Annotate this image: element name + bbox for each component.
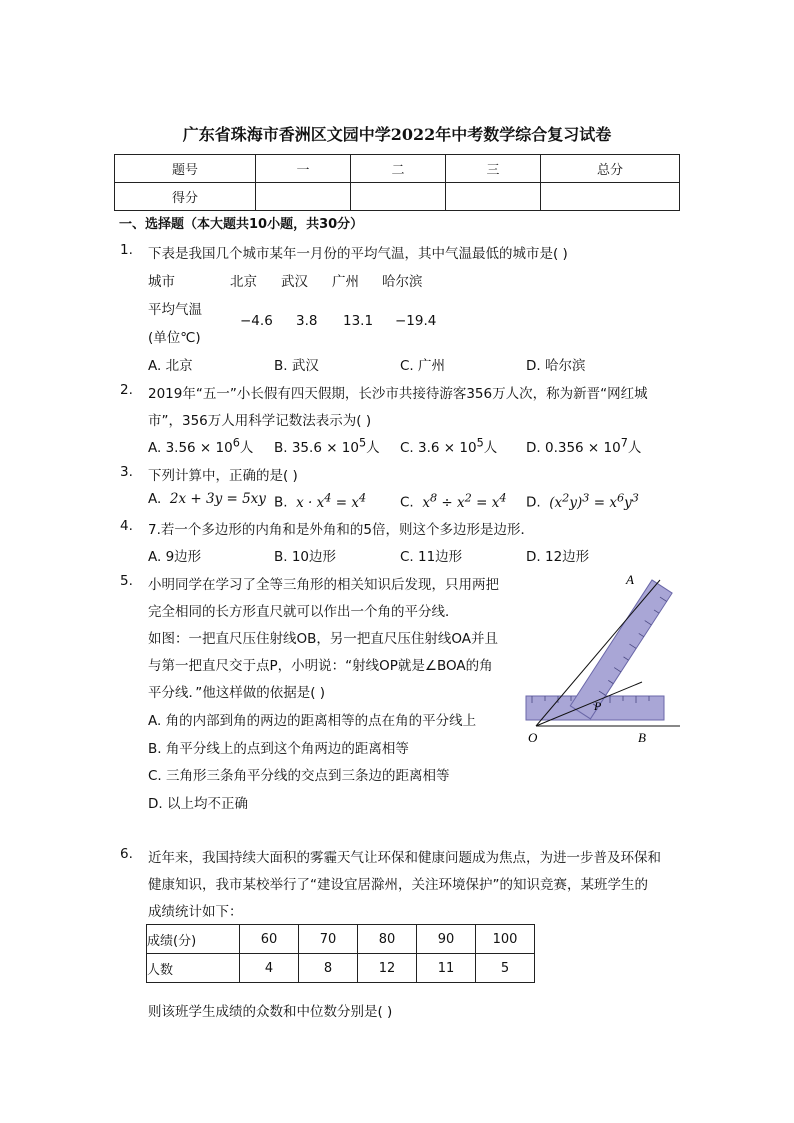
option-letter: C. xyxy=(400,494,414,511)
count-cell: 11 xyxy=(417,954,476,983)
score-header: 题号 xyxy=(115,155,256,183)
option-a[interactable] xyxy=(148,491,266,507)
question-text: 成绩统计如下： xyxy=(148,904,243,920)
question-text: 2019年“五一”小长假有四天假期，长沙市共接待游客356万人次，称为新晋“网红城 xyxy=(148,386,648,402)
option-a[interactable]: A. 北京 xyxy=(148,358,193,374)
count-cell: 8 xyxy=(299,954,358,983)
question-number: 2. xyxy=(120,382,133,398)
count-cell: 4 xyxy=(240,954,299,983)
count-cell: 5 xyxy=(476,954,535,983)
question-text: 与第一把直尺交于点P，小明说：“射线OP就是∠BOA的角 xyxy=(148,658,493,674)
option-label: D. 0.356 × 10 xyxy=(526,440,621,456)
option-d[interactable]: D. 哈尔滨 xyxy=(526,358,586,374)
temp-row-unit: (单位℃) xyxy=(148,330,201,346)
option-letter: A. xyxy=(148,491,162,507)
section-heading: 一、选择题（本大题共10小题，共30分） xyxy=(119,217,364,232)
count-cell: 12 xyxy=(358,954,417,983)
option-c[interactable]: C. 11边形 xyxy=(400,549,463,565)
option-b[interactable] xyxy=(274,436,380,456)
table-row xyxy=(147,954,535,983)
formula: 2x + 3y = 5xy xyxy=(169,491,266,507)
exam-title: 广东省珠海市香洲区文园中学2022年中考数学综合复习试卷 xyxy=(182,125,612,144)
option-label: C. 3.6 × 10 xyxy=(400,440,477,456)
exponent: 6 xyxy=(232,436,240,450)
grade-cell: 100 xyxy=(476,925,535,954)
option-a[interactable]: A. 角的内部到角的两边的距离相等的点在角的平分线上 xyxy=(148,713,477,729)
question-number: 3. xyxy=(120,464,133,480)
question-text: 7.若一个多边形的内角和是外角和的5倍，则这个多边形是边形． xyxy=(148,522,534,538)
option-letter: B. xyxy=(274,494,288,511)
question-text: 下表是我国几个城市某年一月份的平均气温，其中气温最低的城市是( ) xyxy=(148,246,568,262)
grade-cell: 70 xyxy=(299,925,358,954)
city-table-header: 城市 xyxy=(148,274,175,290)
option-b[interactable]: B. 武汉 xyxy=(274,358,319,374)
unit: 人 xyxy=(239,440,254,456)
score-cell[interactable] xyxy=(446,183,541,211)
city-name: 广州 xyxy=(332,274,359,290)
label-a: A xyxy=(626,572,634,587)
label-p: P xyxy=(594,699,602,713)
ruler-figure xyxy=(520,570,690,750)
formula: $x \cdot x^4 = x^4$ xyxy=(296,491,367,511)
question-text: 如图：一把直尺压住射线OB，另一把直尺压住射线OA并且 xyxy=(148,631,499,647)
question-text: 市”，356万人用科学记数法表示为( ) xyxy=(148,413,372,429)
grade-cell: 90 xyxy=(417,925,476,954)
score-cell[interactable] xyxy=(351,183,446,211)
grade-table xyxy=(146,924,535,983)
grade-cell: 80 xyxy=(358,925,417,954)
table-row xyxy=(147,925,535,954)
score-table xyxy=(114,154,680,211)
question-text: 近年来，我国持续大面积的雾霾天气让环保和健康问题成为焦点，为进一步普及环保和 xyxy=(148,850,661,866)
option-a[interactable]: A. 9边形 xyxy=(148,549,202,565)
score-header: 三 xyxy=(446,155,541,183)
formula: $(x^2y)^3 = x^6y^3$ xyxy=(549,491,639,511)
option-c[interactable]: C. 广州 xyxy=(400,358,446,374)
option-d[interactable]: D. 12边形 xyxy=(526,549,590,565)
option-b[interactable]: B. 角平分线上的点到这个角两边的距离相等 xyxy=(148,741,409,757)
score-row-label: 得分 xyxy=(115,183,256,211)
grade-cell: 60 xyxy=(240,925,299,954)
question-number: 1. xyxy=(120,242,133,258)
score-cell[interactable] xyxy=(541,183,680,211)
temp-value: −19.4 xyxy=(395,313,437,329)
score-cell[interactable] xyxy=(256,183,351,211)
city-name: 武汉 xyxy=(281,274,308,290)
option-b[interactable]: B. 10边形 xyxy=(274,549,337,565)
temp-value: −4.6 xyxy=(240,313,273,329)
table-row xyxy=(115,155,680,183)
option-d[interactable] xyxy=(526,436,641,456)
question-number: 6. xyxy=(120,846,133,862)
question-text: 平分线．”他这样做的依据是( ) xyxy=(148,685,326,701)
score-header: 总分 xyxy=(541,155,680,183)
temp-value: 3.8 xyxy=(296,313,318,329)
unit: 人 xyxy=(483,440,498,456)
label-b: B xyxy=(638,730,646,745)
score-header: 一 xyxy=(256,155,351,183)
question-text: 下列计算中，正确的是( ) xyxy=(148,468,298,484)
city-name: 哈尔滨 xyxy=(382,274,423,290)
score-header: 二 xyxy=(351,155,446,183)
option-label: A. 3.56 × 10 xyxy=(148,440,233,456)
question-text: 完全相同的长方形直尺就可以作出一个角的平分线． xyxy=(148,604,459,620)
question-text: 则该班学生成绩的众数和中位数分别是( ) xyxy=(148,1004,393,1020)
question-number: 4. xyxy=(120,518,133,534)
temp-value: 13.1 xyxy=(343,313,374,329)
unit: 人 xyxy=(627,440,642,456)
unit: 人 xyxy=(366,440,380,456)
exponent: 7 xyxy=(620,436,628,450)
option-c[interactable] xyxy=(400,436,497,456)
formula: $x^8 \div x^2 = x^4$ xyxy=(422,491,507,511)
count-row-label: 人数 xyxy=(147,954,240,983)
exponent: 5 xyxy=(358,436,367,450)
temp-row-label: 平均气温 xyxy=(148,302,202,318)
city-name: 北京 xyxy=(230,274,257,290)
option-d[interactable]: D. 以上均不正确 xyxy=(148,796,248,812)
question-text: 健康知识，我市某校举行了“建设宜居滁州，关注环境保护”的知识竞赛，某班学生的 xyxy=(148,877,648,893)
option-letter: D. xyxy=(526,494,541,511)
option-b[interactable] xyxy=(274,491,366,511)
option-a[interactable] xyxy=(148,436,253,456)
option-c[interactable]: C. 三角形三条角平分线的交点到三条边的距离相等 xyxy=(148,768,450,784)
label-o: O xyxy=(528,730,538,745)
option-d[interactable] xyxy=(526,491,639,511)
grade-row-label: 成绩(分) xyxy=(147,925,240,954)
question-text: 小明同学在学习了全等三角形的相关知识后发现，只用两把 xyxy=(148,577,499,593)
option-c[interactable] xyxy=(400,491,506,511)
exponent: 5 xyxy=(476,436,484,450)
option-label: B. 35.6 × 10 xyxy=(274,440,359,456)
question-number: 5. xyxy=(120,573,133,589)
table-row xyxy=(115,183,680,211)
